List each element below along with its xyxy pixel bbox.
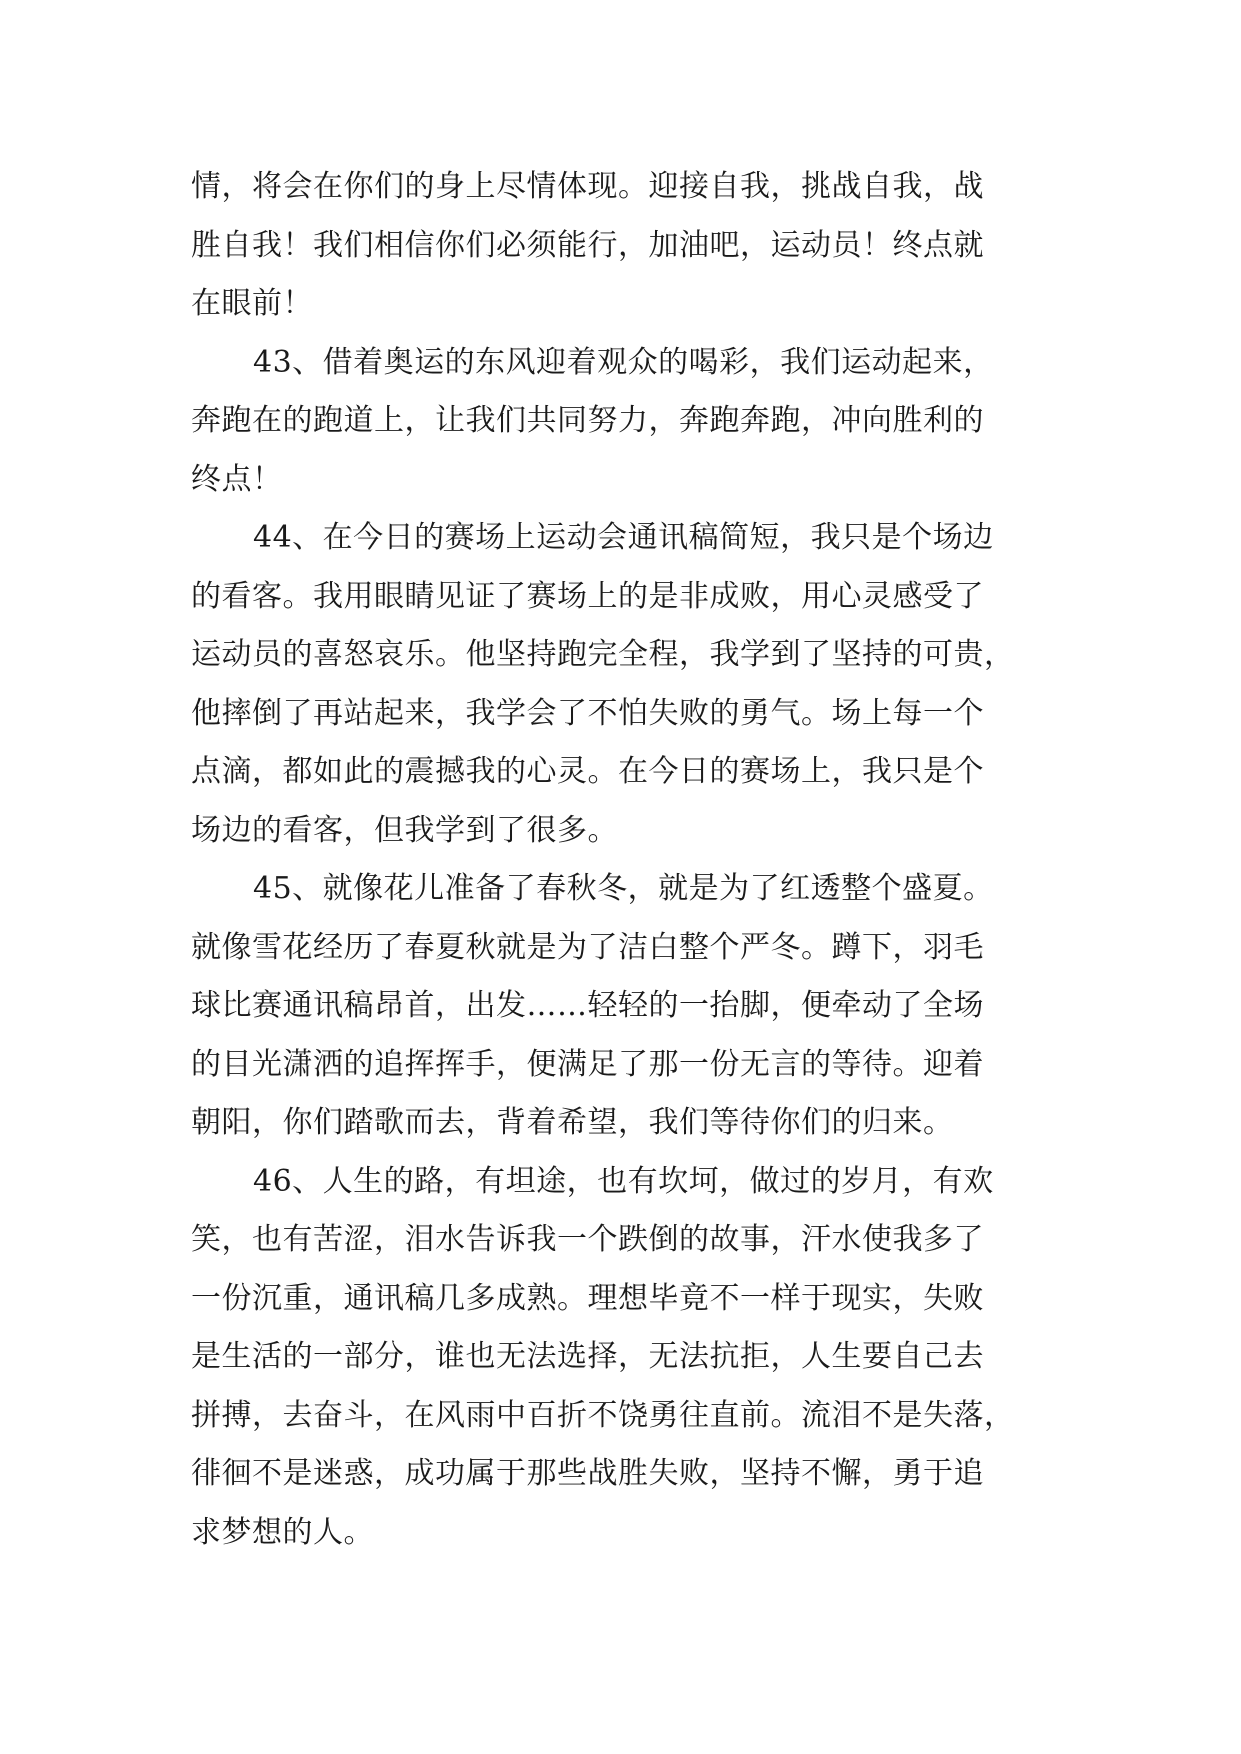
text-line: 运动员的喜怒哀乐。他坚持跑完全程，我学到了坚持的可贵， — [191, 637, 1015, 672]
text-line: 求梦想的人。 — [191, 1514, 374, 1550]
text-line: 就像雪花经历了春夏秋就是为了洁白整个严冬。蹲下，羽毛 — [191, 929, 984, 965]
paragraph-46 — [191, 1153, 1065, 1563]
text-line: 43、借着奥运的东风迎着观众的喝彩，我们运动起来， — [253, 344, 994, 380]
text-line: 的看客。我用眼睛见证了赛场上的是非成败，用心灵感受了 — [191, 578, 984, 614]
paragraph-44 — [191, 509, 1065, 860]
text-line: 46、人生的路，有坦途，也有坎坷，做过的岁月，有欢 — [253, 1163, 994, 1199]
document-body — [191, 158, 1065, 1562]
text-line: 情，将会在你们的身上尽情体现。迎接自我，挑战自我，战 — [191, 169, 984, 204]
text-line: 他摔倒了再站起来，我学会了不怕失败的勇气。场上每一个 — [191, 695, 984, 731]
text-line: 拼搏，去奋斗，在风雨中百折不饶勇往直前。流泪不是失落， — [191, 1397, 1015, 1433]
paragraph-43 — [191, 334, 1065, 510]
text-line: 一份沉重，通讯稿几多成熟。理想毕竟不一样于现实，失败 — [191, 1280, 984, 1316]
text-line: 场边的看客，但我学到了很多。 — [191, 812, 618, 848]
text-line: 是生活的一部分，谁也无法选择，无法抗拒，人生要自己去 — [191, 1339, 984, 1374]
text-line: 点滴，都如此的震撼我的心灵。在今日的赛场上，我只是个 — [191, 754, 984, 789]
text-line: 球比赛通讯稿昂首，出发……轻轻的一抬脚，便牵动了全场 — [191, 988, 984, 1023]
paragraph-continuation — [191, 158, 1065, 334]
text-line: 的目光潇洒的追挥挥手，便满足了那一份无言的等待。迎着 — [191, 1046, 984, 1082]
text-line: 在眼前！ — [191, 286, 313, 321]
text-line: 笑，也有苦涩，泪水告诉我一个跌倒的故事，汗水使我多了 — [191, 1222, 984, 1257]
text-line: 终点！ — [191, 461, 283, 497]
text-line: 44、在今日的赛场上运动会通讯稿简短，我只是个场边 — [253, 520, 994, 555]
text-line: 朝阳，你们踏歌而去，背着希望，我们等待你们的归来。 — [191, 1105, 954, 1140]
paragraph-45 — [191, 860, 1065, 1153]
text-line: 奔跑在的跑道上，让我们共同努力，奔跑奔跑，冲向胜利的 — [191, 403, 984, 438]
text-line: 胜自我！我们相信你们必须能行，加油吧，运动员！终点就 — [191, 227, 984, 263]
text-line: 徘徊不是迷惑，成功属于那些战胜失败，坚持不懈，勇于追 — [191, 1456, 984, 1491]
text-line: 45、就像花儿准备了春秋冬，就是为了红透整个盛夏。 — [253, 871, 994, 906]
